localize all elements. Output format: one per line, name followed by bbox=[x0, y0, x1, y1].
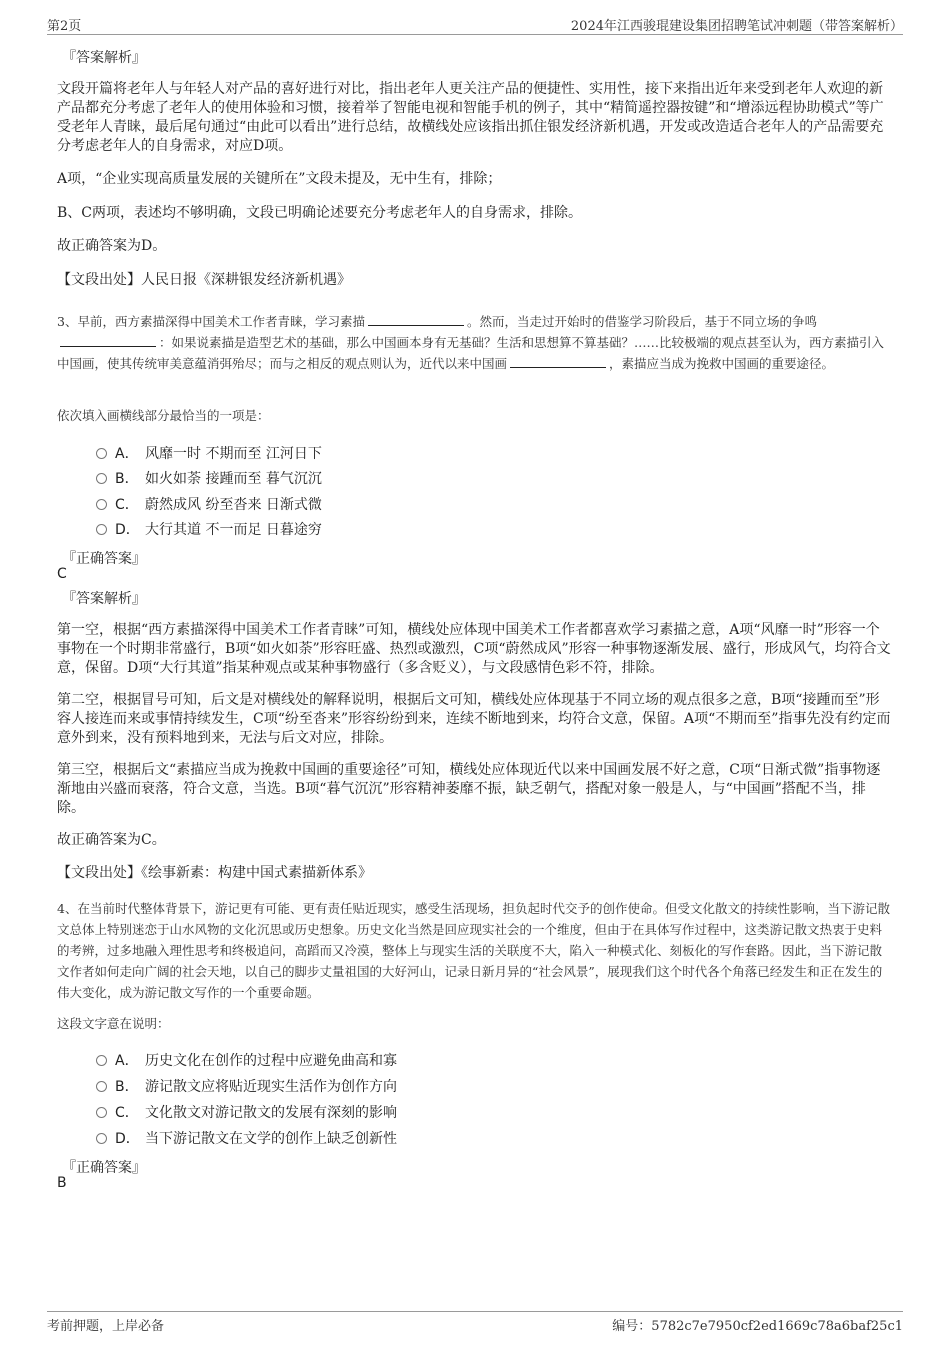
analysis-tag: 『答案解析』 bbox=[62, 591, 146, 607]
analysis-paragraph-2: 第二空，根据冒号可知，后文是对横线处的解释说明，根据后文可知，横线处应体现基于不同立场的观点很多之意，B项“接踵而至”形容人接连而来或事情持续发生，C项“纷至沓来”形容纷纷到来，连续不断地到来，均符合文意，保留。A项“不期而至”指事先没有约定而意外到来，没有预料地到来，无法与后文对应，排除。 bbox=[57, 692, 891, 746]
correct-answer: B bbox=[57, 1175, 67, 1191]
blank-3 bbox=[510, 356, 606, 368]
option-a[interactable]: A． 风靡一时 不期而至 江河日下 bbox=[96, 443, 322, 463]
question-4-prompt: 这段文字意在说明： bbox=[57, 1016, 170, 1031]
blank-2 bbox=[60, 335, 156, 347]
document-title: 2024年江西骏琨建设集团招聘笔试冲刺题（带答案解析） bbox=[570, 19, 903, 34]
radio-icon[interactable] bbox=[96, 1107, 107, 1118]
analysis-tag: 『答案解析』 bbox=[62, 50, 146, 66]
source-citation: 【文段出处】《绘事新素：构建中国式素描新体系》 bbox=[57, 865, 372, 881]
document-id: 编号：5782c7e7950cf2ed1669c78a6baf25c1 bbox=[612, 1319, 903, 1334]
option-c[interactable]: C． 文化散文对游记散文的发展有深刻的影响 bbox=[96, 1102, 397, 1122]
question-3-prompt: 依次填入画横线部分最恰当的一项是： bbox=[57, 408, 270, 423]
page-number: 第2页 bbox=[47, 19, 82, 34]
page-header bbox=[47, 14, 903, 35]
analysis-paragraph: 文段开篇将老年人与年轻人对产品的喜好进行对比，指出老年人更关注产品的便捷性、实用性，接下来指出近年来受到老年人欢迎的新产品都充分考虑了老年人的使用体验和习惯，接着举了智能电视和智能手机的例子，其中“精简遥控器按键”和“增添远程协助模式”等广受老年人青睐，最后尾句通过“由此可以看出”进行总结，故横线处应该指出抓住银发经济新机遇，开发或改造适合老年人的产品需要充分考虑老年人的自身需求，对应D项。 bbox=[57, 81, 884, 154]
answer-tag: 『正确答案』 bbox=[62, 1160, 146, 1176]
radio-icon[interactable] bbox=[96, 1133, 107, 1144]
option-d[interactable]: D． 大行其道 不一而足 日暮途穷 bbox=[96, 519, 322, 539]
option-d[interactable]: D． 当下游记散文在文学的创作上缺乏创新性 bbox=[96, 1128, 397, 1148]
radio-icon[interactable] bbox=[96, 524, 107, 535]
radio-icon[interactable] bbox=[96, 1081, 107, 1092]
option-b[interactable]: B． 如火如荼 接踵而至 暮气沉沉 bbox=[96, 468, 322, 488]
analysis-line-a: A项，“企业实现高质量发展的关键所在”文段未提及，无中生有，排除； bbox=[57, 171, 502, 187]
page-footer bbox=[47, 1311, 903, 1336]
footer-slogan: 考前押题，上岸必备 bbox=[47, 1319, 165, 1334]
question-3-stem: 3、早前，西方素描深得中国美术工作者青睐，学习素描 。然而，当走过开始时的借鉴学习阶段后，基于不同立场的争鸣 ：如果说素描是造型艺术的基础，那么中国画本身有无基础？生活和思想算不算基础？……比较极端的观点甚至认为，西方素描引入中国画，使其传统审美意蕴消弭殆尽；而与之相反的观点则认为，近代以来中国画 ，素描应当成为挽救中国画的重要途径。 bbox=[57, 314, 885, 371]
radio-icon[interactable] bbox=[96, 448, 107, 459]
analysis-paragraph-1: 第一空，根据“西方素描深得中国美术工作者青睐”可知，横线处应体现中国美术工作者都喜欢学习素描之意，A项“风靡一时”形容一个事物在一个时期非常盛行，B项“如火如荼”形容旺盛、热烈或激烈，C项“蔚然成风”形容一种事物逐渐发展、盛行，形成风气，均符合文意，保留。D项“大行其道”指某种观点或某种事物盛行（多含贬义），与文段感情色彩不符，排除。 bbox=[57, 622, 891, 676]
question-4-stem: 4、在当前时代整体背景下，游记更有可能、更有责任贴近现实，感受生活现场，担负起时代交予的创作使命。但受文化散文的持续性影响，当下游记散文总体上特别迷恋于山水风物的文化沉思或历史想象。历史文化当然是回应现实社会的一个维度，但由于在具体写作过程中，这类游记散文热衷于史料的考辨，过多地融入理性思考和终极追问，高蹈而又冷漠，整体上与现实生活的关联度不大，陷入一种模式化、刻板化的写作套路。因此，当下游记散文作者如何走向广阔的社会天地，以自己的脚步丈量祖国的大好河山，记录日新月异的“社会风景”，展现我们这个时代各个角落已经发生和正在发生的伟大变化，成为游记散文写作的一个重要命题。 bbox=[57, 901, 890, 1000]
source-citation: 【文段出处】人民日报《深耕银发经济新机遇》 bbox=[57, 272, 351, 288]
analysis-conclusion: 故正确答案为D。 bbox=[57, 238, 167, 254]
radio-icon[interactable] bbox=[96, 1055, 107, 1066]
answer-tag: 『正确答案』 bbox=[62, 551, 146, 567]
analysis-paragraph-3: 第三空，根据后文“素描应当成为挽救中国画的重要途径”可知，横线处应体现近代以来中国画发展不好之意，C项“日渐式微”指事物逐渐地由兴盛而衰落，符合文意，当选。B项“暮气沉沉”形容精神萎靡不振，缺乏朝气，搭配对象一般是人，与“中国画”搭配不当，排除。 bbox=[57, 762, 881, 816]
radio-icon[interactable] bbox=[96, 499, 107, 510]
option-a[interactable]: A． 历史文化在创作的过程中应避免曲高和寡 bbox=[96, 1050, 397, 1070]
option-b[interactable]: B． 游记散文应将贴近现实生活作为创作方向 bbox=[96, 1076, 397, 1096]
analysis-conclusion: 故正确答案为C。 bbox=[57, 832, 166, 848]
correct-answer: C bbox=[57, 566, 67, 582]
analysis-line-bc: B、C两项，表述均不够明确，文段已明确论述要充分考虑老年人的自身需求，排除。 bbox=[57, 205, 582, 221]
radio-icon[interactable] bbox=[96, 473, 107, 484]
option-c[interactable]: C． 蔚然成风 纷至沓来 日渐式微 bbox=[96, 494, 322, 514]
blank-1 bbox=[368, 314, 464, 326]
